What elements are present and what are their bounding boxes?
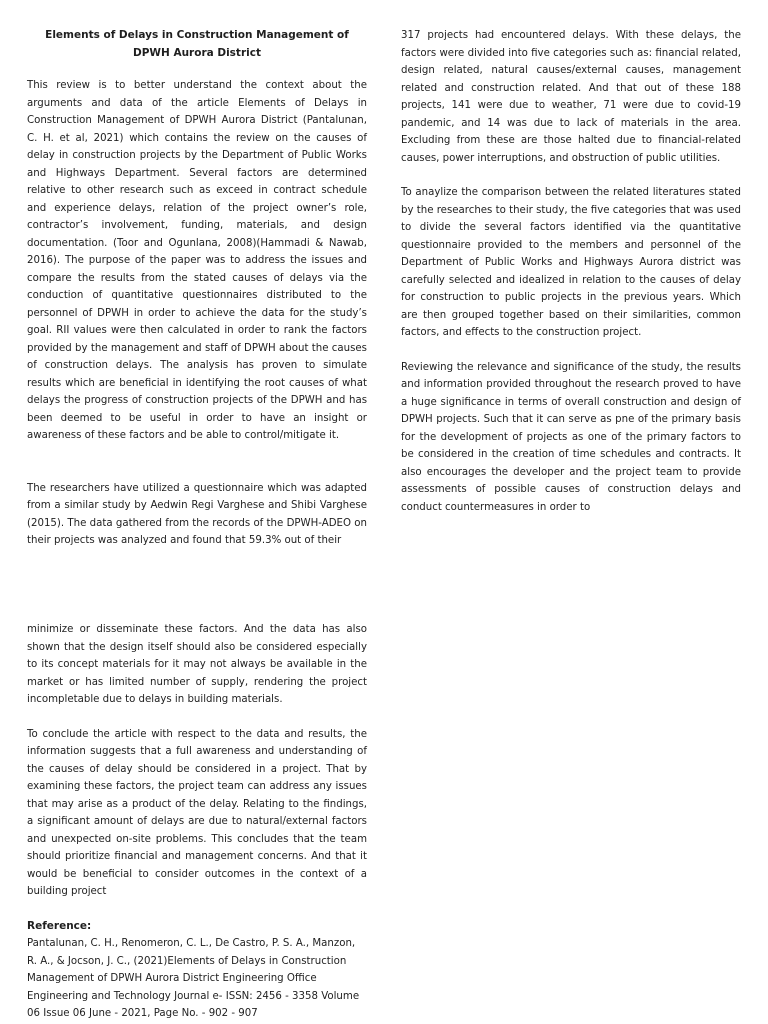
paragraph: minimize or disseminate these factors. And the data has also shown that the design itself should also be considered especially to its concept materials for it may not always be available in the market or has limited number of supply, rendering the project incompletable due to delays in building materials. [27,624,367,705]
paragraph: Reviewing the relevance and significance of the study, the results and information provided throughout the research proved to have a huge significance in terms of overall construction and design of DPWH projects. Such that it can serve as pne of the primary basis for the development of projects as one of the primary factors to be considered in the creation of time schedules and contracts. It also encourages the developer and the project team to provide assessments of possible causes of construction delays and conduct countermeasures in order to [401,361,741,513]
paragraph: To anaylize the comparison between the related literatures stated by the researches to their study, the five categories that was used to divide the several factors identified via the quantitative questionnaire provided to the members and personnel of the Department of Public Works and Highways Aurora district was carefully selected and idealized in relation to the causes of delay for construction to public projects in the previous years. Which are then grouped together based on their similarities, common factors, and effects to the construction project. [401,187,741,338]
lower-column [27,621,367,1023]
paragraph: This review is to better understand the context about the arguments and data of the article Elements of Delays in Construction Management of DPWH Aurora District (Pantalunan, C. H. et al, 2021) which contains the review on the causes of delay in construction projects by the Department of Public Works and Highways Department. Several factors are determined relative to other research such as exceed in contract schedule and experience delays, relation of the project owner’s role, contractor’s involvement, funding, materials, and design documentation. (Toor and Ogunlana, 2008)(Hammadi & Nawab, 2016). The purpose of the paper was to address the issues and compare the results from the stated causes of delays via the conduction of quantitative questionnaires distributed to the personnel of DPWH in order to achieve the data for the study’s goal. RII values were then calculated in order to rank the factors provided by the management and staff of DPWH about the causes of construction delays. The analysis has proven to simulate results which are beneficial in identifying the root causes of what delays the progress of construction projects of the DPWH and has been deemed to be useful in order to have an insight or awareness of these factors and be able to control/mitigate it. [27,80,367,441]
right-column [401,27,741,533]
paragraph: To conclude the article with respect to the data and results, the information suggests that a full awareness and understanding of the causes of delay should be considered in a project. That by examining these factors, the project team can address any issues that may arise as a product of the delay. Relating to the findings, a significant amount of delays are due to natural/external factors and unexpected on-site problems. This concludes that the team should prioritize financial and management concerns. And that it would be beneficial to consider outcomes in the context of a building project [27,728,367,897]
document-title: Elements of Delays in Construction Management of DPWH Aurora District [45,29,349,59]
reference-text: Pantalunan, C. H., Renomeron, C. L., De Castro, P. S. A., Manzon, R. A., & Jocson, J. C., (2021)Elements of Delays in Construction Management of DPWH Aurora District Engineering Office Engineering and Technology Journal e- ISSN: 2456 - 3358 Volume 06 Issue 06 June - 2021, Page No. - 902 - 907 [27,938,360,1019]
paragraph: The researchers have utilized a questionnaire which was adapted from a similar study by Aedwin Regi Varghese and Shibi Varghese (2015). The data gathered from the records of the DPWH-ADEO on their projects was analyzed and found that 59.3% out of their [27,482,367,546]
reference-heading: Reference: [27,919,92,932]
paragraph: 317 projects had encountered delays. With these delays, the factors were divided into five categories such as: financial related, design related, natural causes/external causes, management related and construction related. And that out of these 188 projects, 141 were due to weather, 71 were due to covid-19 pandemic, and 14 was due to lack of materials in the area. Excluding from these are those halted due to financial-related causes, power interruptions, and obstruction of public utilities. [401,30,741,164]
left-column [27,27,367,567]
